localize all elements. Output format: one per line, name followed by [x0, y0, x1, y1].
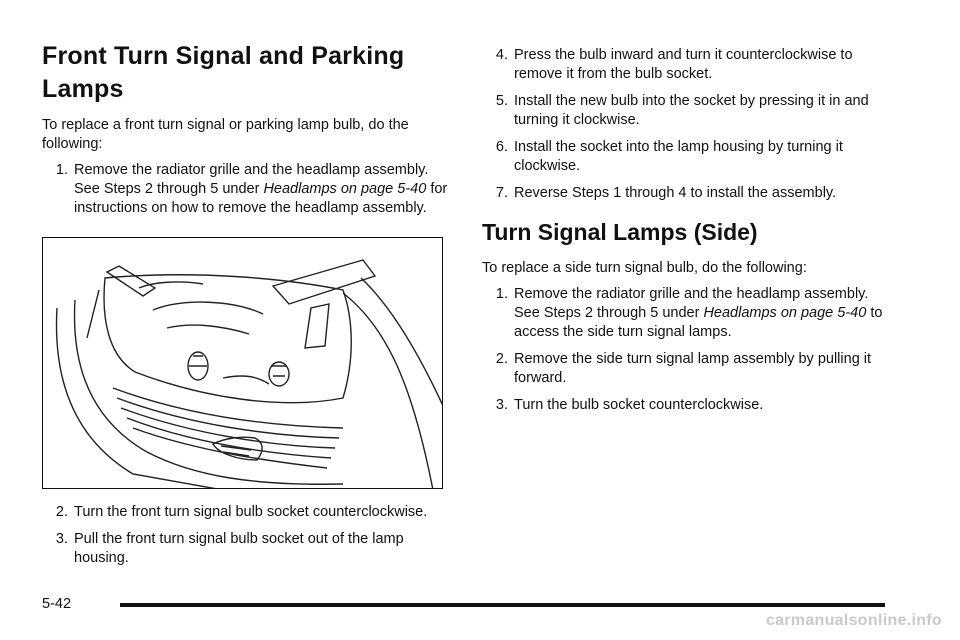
- step-text: Remove the radiator grille and the headlamp assembly. See Steps 2 through 5 under Headlamps on page 5-40 for instructions on how to remove the headlamp assembly.: [74, 162, 448, 216]
- step-text: Remove the side turn signal lamp assembly by pulling it forward.: [514, 351, 872, 386]
- step-number: 6.: [495, 139, 508, 155]
- section-title-front-turn-signal: Front Turn Signal and Parking Lamps: [42, 42, 405, 103]
- step-text: Press the bulb inward and turn it counterclockwise to remove it from the bulb socket.: [514, 47, 853, 82]
- step-text: Turn the bulb socket counterclockwise.: [514, 397, 764, 413]
- step-text: Turn the front turn signal bulb socket counterclockwise.: [74, 504, 428, 520]
- step-number: 5.: [495, 93, 508, 109]
- watermark: carmanualsonline.info: [765, 612, 942, 629]
- front-bumper-drawing: [43, 238, 443, 489]
- left-column: [42, 40, 452, 576]
- section-intro: To replace a front turn signal or parking lamp bulb, do the following:: [42, 117, 409, 152]
- step-item: [482, 184, 892, 203]
- step-text: Remove the radiator grille and the headlamp assembly. See Steps 2 through 5 under Headlamps on page 5-40 to access the side turn signal lamps.: [514, 286, 883, 340]
- page-number: 5-42: [42, 596, 72, 612]
- step-number: 4.: [495, 47, 508, 63]
- step-item: [482, 92, 892, 130]
- step-number: 7.: [495, 185, 508, 201]
- step-number: 1.: [495, 286, 508, 302]
- step-list: [482, 285, 892, 415]
- section-title-side-turn-signal: Turn Signal Lamps (Side): [482, 219, 758, 245]
- step-number: 3.: [55, 531, 68, 547]
- page-reference-link[interactable]: Headlamps on page 5-40: [263, 181, 427, 197]
- step-number: 1.: [55, 162, 68, 178]
- step-list-continued: [42, 503, 452, 568]
- page-reference-link[interactable]: Headlamps on page 5-40: [703, 305, 867, 321]
- step-item: [42, 503, 452, 522]
- footer-divider: [120, 603, 885, 607]
- section-intro: To replace a side turn signal bulb, do the following:: [482, 260, 807, 276]
- step-number: 2.: [495, 351, 508, 367]
- step-item: [42, 161, 452, 218]
- step-list: [42, 161, 452, 218]
- step-text: Install the socket into the lamp housing by turning it clockwise.: [514, 139, 843, 174]
- step-item: [482, 396, 892, 415]
- headlamp-bulb-illustration: [42, 237, 443, 489]
- step-number: 3.: [495, 397, 508, 413]
- right-column: [482, 46, 892, 423]
- step-number: 2.: [55, 504, 68, 520]
- step-item: [482, 46, 892, 84]
- step-text: Pull the front turn signal bulb socket out of the lamp housing.: [74, 531, 404, 566]
- step-text: Reverse Steps 1 through 4 to install the assembly.: [514, 185, 837, 201]
- step-item: [42, 530, 452, 568]
- step-text: Install the new bulb into the socket by pressing it in and turning it clockwise.: [514, 93, 869, 128]
- step-item: [482, 138, 892, 176]
- step-item: [482, 350, 892, 388]
- step-item: [482, 285, 892, 342]
- step-list-continued: [482, 46, 892, 203]
